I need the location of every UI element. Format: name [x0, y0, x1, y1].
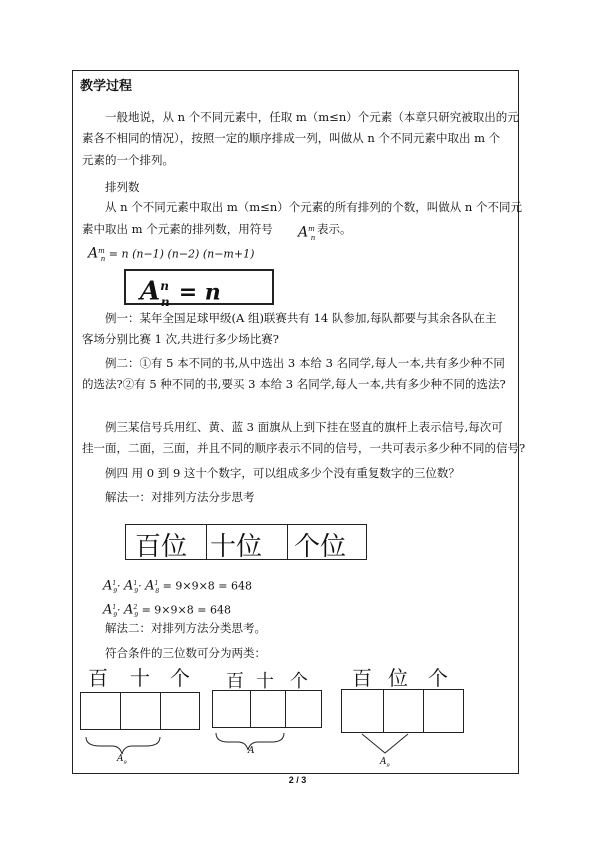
- para2-line3: 表示。: [317, 222, 352, 236]
- group1-label-ones: 个: [170, 666, 190, 690]
- example3-line2: 挂一面，二面，三面，并且不同的顺序表示不同的信号，一共可表示多少种不同的信号?: [82, 441, 526, 455]
- place-ones: 个位: [294, 532, 347, 562]
- para1-line1: 一般地说，从 n 个不同元素中，任取 m（m≤n）个元素（本章只研究被取出的元: [105, 110, 519, 124]
- brace3-label: $A_9$: [380, 757, 390, 769]
- section-title: 教学过程: [80, 79, 133, 94]
- para2-line2: 素中取出 m 个元素的排列数，用符号: [82, 222, 273, 236]
- example4: 例四 用 0 到 9 这十个数字，可以组成多少个没有重复数字的三位数？: [105, 466, 460, 480]
- group1-label-tens: 十: [130, 666, 150, 690]
- example2-line1: 例二：①有 5 本不同的书,从中选出 3 本给 3 名同学,每人一本,共有多少种不同: [105, 356, 505, 370]
- method1: 解法一：对排列方法分步思考: [105, 490, 255, 504]
- place-tens: 十位: [210, 532, 263, 562]
- para2-line1: 从 n 个不同元素中取出 m（m≤n）个元素的所有排列的个数，叫做从 n 个不同元: [105, 200, 522, 214]
- place-hundreds: 百位: [135, 532, 188, 562]
- group3-label-hundreds: 百: [352, 666, 372, 690]
- brace1-label: $A_9$: [117, 754, 127, 766]
- method2: 解法二：对排列方法分类思考。: [105, 621, 266, 635]
- page-number: 2 / 3: [288, 775, 307, 785]
- calc-step-product: $A^1_9\cdot A^1_9\cdot A^1_8 = 9\times 9\times 8 = 648$: [103, 578, 252, 595]
- para1-line2: 素各不相同的情况），按照一定的顺序排成一列，叫做从 n 个不同元素中取出 m 个: [82, 131, 501, 145]
- group3-label-tens: 位: [388, 666, 408, 690]
- brace-group3: [362, 734, 408, 753]
- para1-line3: 元素的一个排列。: [82, 153, 174, 167]
- example1-line1: 例一：某年全国足球甲级(A 组)联赛共有 14 队参加,每队都要与其余各队在主: [105, 311, 497, 325]
- perm-symbol: $A^m_n$: [298, 224, 316, 243]
- brace2-label: A: [248, 746, 255, 756]
- full-permutation-formula: $A^n_n = n$: [140, 276, 221, 309]
- group1-label-hundreds: 百: [88, 666, 108, 690]
- group2-label-ones: 个: [290, 671, 308, 692]
- group3-label-ones: 个: [428, 666, 448, 690]
- calc-alt-product: $A^1_9\cdot A^2_9 = 9\times 9\times 8 = 648$: [103, 602, 231, 619]
- example3-line1: 例三某信号兵用红、黄、蓝 3 面旗从上到下挂在竖直的旗杆上表示信号,每次可: [105, 420, 503, 434]
- example1-line2: 客场分别比赛 1 次,共进行多少场比赛?: [82, 332, 279, 346]
- group2-label-hundreds: 百: [226, 671, 244, 692]
- perm-formula: $A^m_n = n$ (n−1) (n−2) (n−m+1): [88, 245, 255, 263]
- split-intro: 符合条件的三位数可分为两类：: [105, 646, 266, 660]
- heading-permutation-number: 排列数: [105, 180, 140, 194]
- group2-label-tens: 十: [256, 671, 274, 692]
- example2-line2: 的选法?②有 5 种不同的书,要买 3 本给 3 名同学,每人一本,共有多少种不同的选法?: [82, 377, 506, 391]
